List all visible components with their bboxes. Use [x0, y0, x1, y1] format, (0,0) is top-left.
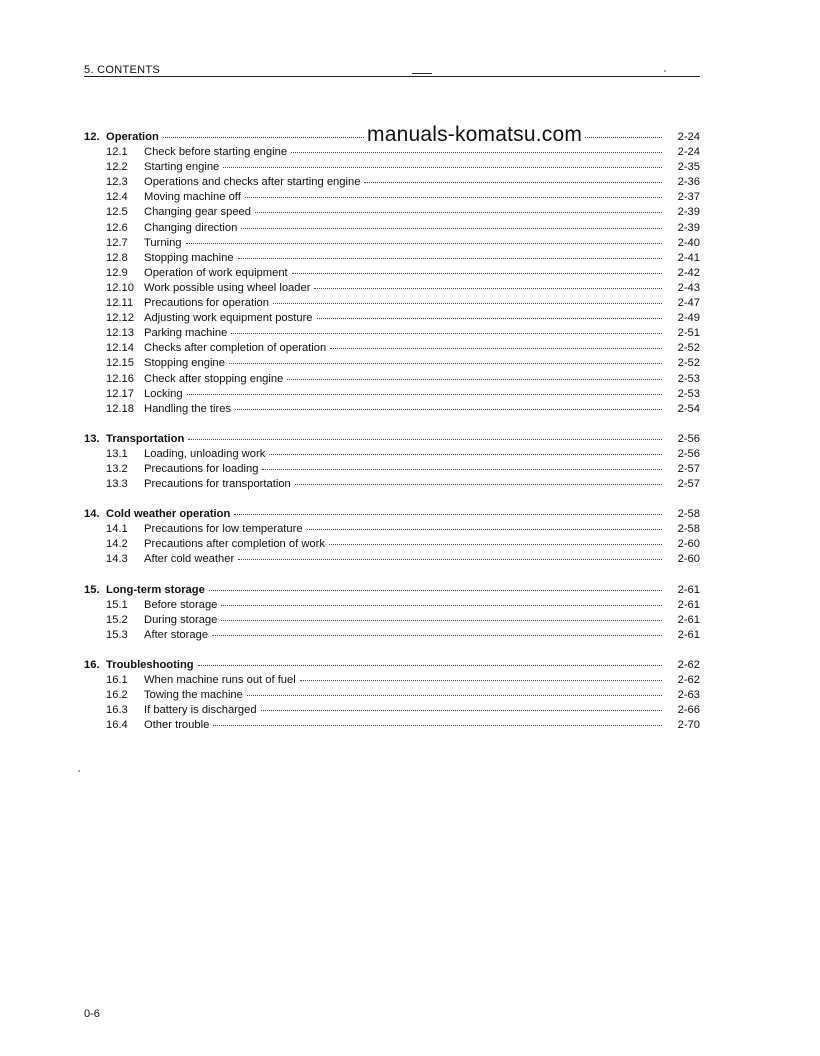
header-rule	[84, 76, 700, 77]
entry-number: 12.13	[106, 327, 134, 340]
entry-label: During storage	[144, 613, 218, 626]
dot-leader	[287, 379, 662, 380]
toc-entry[interactable]	[84, 311, 700, 326]
page-reference: 2-62	[677, 674, 700, 686]
dot-leader	[238, 559, 662, 560]
section-number: 12.	[84, 131, 100, 143]
dot-leader	[213, 725, 662, 726]
toc-entry[interactable]	[84, 628, 700, 643]
page-reference: 2-41	[677, 251, 700, 264]
entry-number: 12.10	[106, 281, 134, 294]
entry-label: Moving machine off	[144, 191, 241, 204]
section-title: Long-term storage	[106, 583, 205, 596]
dot-leader	[234, 514, 662, 515]
dot-leader	[261, 710, 662, 711]
dot-leader	[300, 680, 662, 681]
entry-number: 12.15	[106, 357, 134, 370]
dot-leader	[269, 454, 662, 455]
toc-section	[84, 432, 700, 492]
toc-entry[interactable]	[84, 236, 700, 251]
header-title: 5. CONTENTS	[84, 64, 161, 76]
entry-label: Precautions after completion of work	[144, 538, 325, 551]
entry-label: Changing gear speed	[144, 206, 251, 219]
entry-number: 14.3	[106, 553, 128, 566]
toc-entry[interactable]	[84, 552, 700, 567]
entry-label: Changing direction	[144, 221, 238, 234]
toc-entry[interactable]	[84, 522, 700, 537]
page-reference: 2-36	[677, 176, 700, 189]
entry-label: After storage	[144, 628, 209, 641]
entry-label: After cold weather	[144, 553, 235, 566]
entry-number: 12.14	[106, 342, 134, 355]
entry-number: 12.2	[106, 161, 128, 174]
toc-section-heading[interactable]	[84, 507, 700, 522]
page-reference: 2-40	[677, 236, 700, 249]
entry-number: 12.12	[106, 312, 134, 325]
toc-entry[interactable]	[84, 341, 700, 356]
dot-leader	[221, 605, 662, 606]
toc-entry[interactable]	[84, 718, 700, 733]
page-reference: 2-70	[677, 719, 700, 732]
page-reference: 2-42	[677, 266, 700, 279]
toc-entry[interactable]	[84, 613, 700, 628]
dot-leader	[245, 197, 662, 198]
dot-leader	[198, 665, 662, 666]
entry-label: Before storage	[144, 598, 218, 611]
dot-leader	[273, 303, 662, 304]
toc-entry[interactable]	[84, 387, 700, 402]
section-title: Troubleshooting	[106, 658, 194, 671]
entry-number: 14.1	[106, 523, 128, 536]
entry-number: 12.11	[106, 297, 134, 310]
page-reference: 2-51	[677, 327, 700, 340]
dot-leader	[307, 529, 662, 530]
entry-label: Loading, unloading work	[144, 447, 266, 460]
dot-leader	[238, 258, 662, 259]
entry-number: 15.1	[106, 598, 128, 611]
toc-section	[84, 130, 700, 417]
entry-label: Check before starting engine	[144, 146, 288, 159]
entry-number: 16.3	[106, 704, 128, 717]
section-number: 13.	[84, 432, 100, 445]
table-of-contents	[84, 130, 700, 748]
toc-entry[interactable]	[84, 537, 700, 552]
toc-entry[interactable]	[84, 190, 700, 205]
entry-label: Stopping machine	[144, 251, 234, 264]
entry-label: Adjusting work equipment posture	[144, 312, 313, 325]
page-reference: 2-39	[677, 221, 700, 234]
entry-label: Precautions for transportation	[144, 478, 291, 491]
dot-leader	[291, 152, 662, 153]
dot-leader	[241, 228, 662, 229]
page-reference: 2-57	[677, 462, 700, 475]
dot-leader	[255, 212, 662, 213]
entry-number: 12.8	[106, 251, 128, 264]
entry-label: Handling the tires	[144, 402, 232, 415]
toc-entry[interactable]	[84, 462, 700, 477]
toc-entry[interactable]	[84, 296, 700, 311]
dot-leader	[295, 484, 662, 485]
toc-entry[interactable]	[84, 673, 700, 688]
entry-number: 15.3	[106, 628, 128, 641]
entry-label: Precautions for loading	[144, 462, 259, 475]
page-reference: 2-61	[677, 598, 700, 611]
entry-number: 12.6	[106, 221, 128, 234]
toc-entry[interactable]	[84, 402, 700, 417]
page-reference: 2-24	[677, 131, 700, 143]
entry-number: 12.7	[106, 236, 128, 249]
dot-leader	[187, 394, 662, 395]
toc-section-heading[interactable]	[84, 583, 700, 598]
entry-number: 16.4	[106, 719, 128, 732]
page-reference: 2-52	[677, 342, 700, 355]
toc-entry[interactable]	[84, 221, 700, 236]
page-reference: 2-53	[677, 372, 700, 385]
entry-number: 14.2	[106, 538, 128, 551]
page-reference: 2-60	[677, 553, 700, 566]
entry-label: Parking machine	[144, 327, 228, 340]
entry-label: Check after stopping engine	[144, 372, 284, 385]
entry-number: 15.2	[106, 613, 128, 626]
entry-number: 16.2	[106, 689, 128, 702]
entry-number: 13.2	[106, 462, 128, 475]
page-reference: 2-57	[677, 478, 700, 491]
toc-section	[84, 583, 700, 643]
toc-entry[interactable]	[84, 160, 700, 175]
section-number: 15.	[84, 583, 100, 596]
header-tick-mark	[412, 73, 432, 74]
dot-leader	[247, 695, 662, 696]
page-reference: 2-61	[677, 613, 700, 626]
toc-section-heading[interactable]	[84, 432, 700, 447]
entry-number: 13.3	[106, 478, 128, 491]
entry-label: Operations and checks after starting engine	[144, 176, 361, 189]
page-reference: 2-49	[677, 312, 700, 325]
toc-section-heading[interactable]	[84, 658, 700, 673]
entry-label: Locking	[144, 387, 183, 400]
toc-entry[interactable]	[84, 205, 700, 220]
entry-label: Towing the machine	[144, 689, 243, 702]
entry-label: Stopping engine	[144, 357, 225, 370]
dot-leader	[364, 182, 662, 183]
entry-label: Turning	[144, 236, 182, 249]
toc-section	[84, 507, 700, 567]
entry-label: Starting engine	[144, 161, 220, 174]
toc-entry[interactable]	[84, 477, 700, 492]
dot-leader	[186, 243, 662, 244]
page-reference: 2-39	[677, 206, 700, 219]
entry-number: 12.1	[106, 146, 128, 159]
toc-entry[interactable]	[84, 447, 700, 462]
page-reference: 2-43	[677, 281, 700, 294]
page-reference: 2-58	[677, 508, 700, 521]
footer-page-number: 0-6	[84, 1008, 100, 1020]
toc-entry[interactable]	[84, 372, 700, 387]
entry-number: 13.1	[106, 447, 128, 460]
page-reference: 2-37	[677, 191, 700, 204]
toc-entry[interactable]	[84, 266, 700, 281]
page-reference: 2-53	[677, 387, 700, 400]
dot-leader	[317, 318, 662, 319]
entry-number: 12.4	[106, 191, 128, 204]
dot-leader	[231, 333, 662, 334]
dot-leader	[330, 348, 662, 349]
page-reference: 2-63	[677, 689, 700, 702]
dot-leader	[209, 590, 662, 591]
dot-leader	[235, 409, 662, 410]
page-reference: 2-62	[677, 658, 700, 671]
toc-entry[interactable]	[84, 688, 700, 703]
scan-speck	[78, 770, 80, 772]
page-reference: 2-56	[677, 432, 700, 445]
entry-number: 12.17	[106, 387, 134, 400]
dot-leader	[314, 288, 662, 289]
dot-leader	[292, 273, 662, 274]
toc-entry[interactable]	[84, 281, 700, 296]
watermark: manuals-komatsu.com	[367, 123, 583, 146]
toc-section	[84, 658, 700, 733]
page-reference: 2-60	[677, 538, 700, 551]
dot-leader	[221, 620, 662, 621]
toc-entry[interactable]	[84, 175, 700, 190]
entry-number: 12.9	[106, 266, 128, 279]
toc-entry[interactable]	[84, 251, 700, 266]
entry-number: 12.5	[106, 206, 128, 219]
entry-label: If battery is discharged	[144, 704, 257, 717]
dot-leader	[212, 635, 662, 636]
dot-leader	[262, 469, 662, 470]
dot-leader	[188, 439, 662, 440]
section-number: 14.	[84, 508, 100, 521]
entry-label: Operation of work equipment	[144, 266, 288, 279]
section-title: Operation	[106, 131, 159, 143]
section-title: Cold weather operation	[106, 508, 231, 521]
toc-entry[interactable]	[84, 598, 700, 613]
entry-number: 16.1	[106, 674, 128, 686]
entry-label: Checks after completion of operation	[144, 342, 327, 355]
page-reference: 2-52	[677, 357, 700, 370]
toc-entry[interactable]	[84, 703, 700, 718]
scan-speck	[664, 70, 666, 72]
section-title: Transportation	[106, 432, 185, 445]
toc-entry[interactable]	[84, 326, 700, 341]
page-reference: 2-61	[677, 583, 700, 596]
entry-label: Precautions for low temperature	[144, 523, 303, 536]
page-reference: 2-47	[677, 297, 700, 310]
toc-entry[interactable]	[84, 356, 700, 371]
entry-number: 12.18	[106, 402, 134, 415]
dot-leader	[229, 363, 662, 364]
page-reference: 2-54	[677, 402, 700, 415]
entry-number: 12.3	[106, 176, 128, 189]
page-reference: 2-24	[677, 146, 700, 159]
dot-leader	[223, 167, 662, 168]
page-reference: 2-61	[677, 628, 700, 641]
entry-number: 12.16	[106, 372, 134, 385]
page-reference: 2-56	[677, 447, 700, 460]
dot-leader	[329, 544, 662, 545]
entry-label: Other trouble	[144, 719, 210, 732]
entry-label: Precautions for operation	[144, 297, 270, 310]
page-reference: 2-58	[677, 523, 700, 536]
page-reference: 2-66	[677, 704, 700, 717]
page-reference: 2-35	[677, 161, 700, 174]
entry-label: Work possible using wheel loader	[144, 281, 311, 294]
section-number: 16.	[84, 658, 100, 671]
entry-label: When machine runs out of fuel	[144, 674, 296, 686]
